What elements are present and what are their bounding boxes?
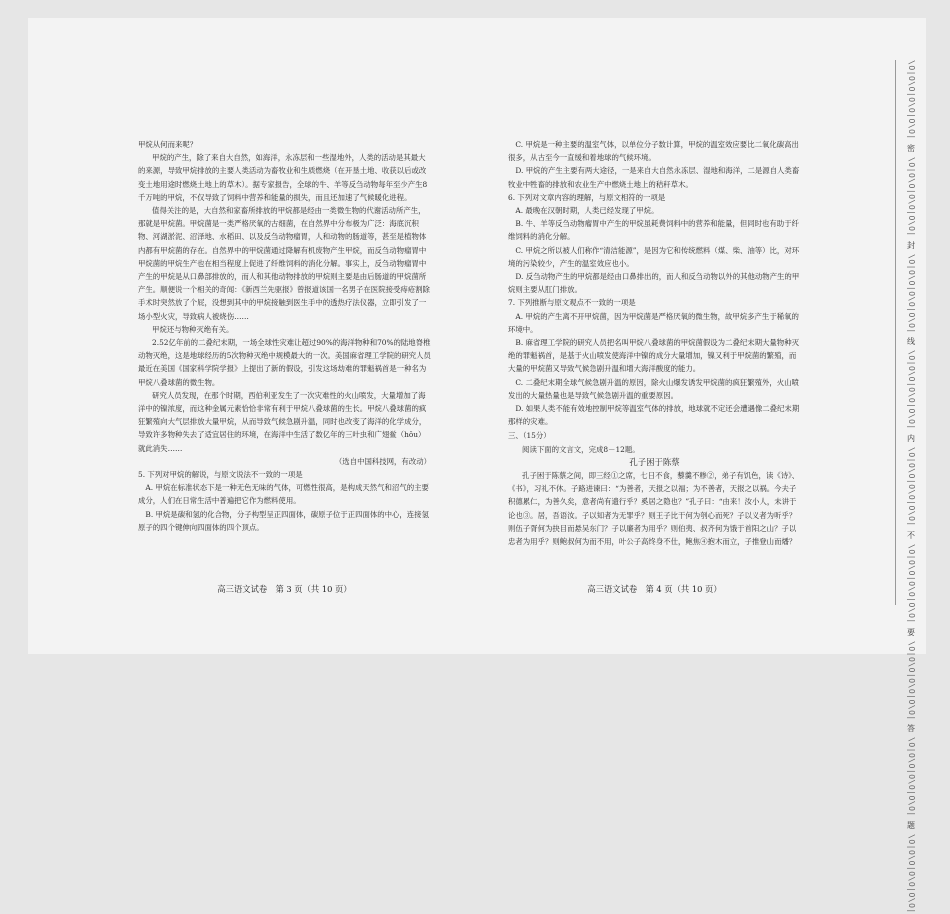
right-paragraph: C. 甲烷之所以被人们称作“清洁能源”，是因为它和传统燃料（煤、柴、油等）比，对环境的污染较少，产生的温室效应也小。	[508, 245, 800, 268]
right-paragraph: A. 甲烷的产生离不开甲烷菌，因为甲烷菌是严格厌氧的微生物，故甲烷多产生于稀氧的环境中。	[508, 311, 799, 334]
left-paragraph: 值得关注的是，大自然和家畜所排放的甲烷都是经由一类微生物的代谢活动所产生，那就是甲烷菌。甲烷菌是一类严格厌氧的古细菌，在自然界中分布极为广泛：海底沉积物、河湖淤泥、沼泽地、水稻田、以及反刍动物瘤胃，人和动物的肠道等，甚至是植物体内都有甲烷菌的存在。自然界中的甲烷菌通过降解有机废物产生甲烷，而反刍动物瘤胃中甲烷菌的甲烷生产也在相当程度上促进了纤维饲料的消化分解。事实上，反刍动物瘤胃中产生的甲烷是从口鼻部排放的，而人和其他动物排放的甲烷则主要是由后肠道的甲烷菌所产生。顺便说一个相关的奇闻：《新西兰先驱报》曾报道该国一名男子在医院接受痔疮割除手术时突然放了个屁，没想到其中的甲烷接触到医生手中的透热疗法仪器，立即引发了一场小型火灾，导致病人被烧伤……	[138, 206, 430, 321]
right-paragraph: D. 甲烷的产生主要有两大途径，一是来自大自然永冻层、湿地和海洋，二是源自人类畜牧业中牲畜的排放和农业生产中燃烧土地上的秸秆草木。	[508, 166, 800, 189]
right-paragraph: B. 麻省理工学院的研究人员把名叫甲烷八叠球菌的甲烷菌假设为二叠纪末期大量物种灭绝的罪魁祸首，是基于火山喷发使海洋中镍的成分大量增加，镍又利于甲烷菌的繁殖，而大量的甲烷菌又导致气候急剧升温和增大海洋酸度的能力。	[508, 338, 799, 374]
binding-decoration: \O|O\O|O\O|O\O|	[907, 447, 916, 527]
left-paragraph: 2.52亿年前的二叠纪末期，一场全球性灾难让超过90%的海洋物种和70%的陆地脊椎动物灭绝，这是地球经历的5次物种灭绝中规模最大的一次。美国麻省理工学院的研究人员最近在美国《国家科学院学报》上提出了新的假设，引发这场劫难的罪魁祸首是一种名为甲烷八叠球菌的微生物。	[138, 338, 431, 387]
binding-decoration: \O|O\O|O\O|O\O|	[907, 834, 916, 914]
left-paragraph: 甲烷的产生，除了来自大自然，如海洋，永冻层和一些湿地外，人类的活动是其最大的来源，导致甲烷排放的主要人类活动为畜牧业和生质燃烧（在开垦土地、收获以后或改变土地用途时燃烧土地上的草木）。据专家报告，全球的牛、羊等反刍动物每年至少产生8千万吨的甲烷，不仅导致了饲料中营养和能量的损失，而且还加速了气候暖化进程。	[138, 153, 428, 202]
left-page-footer: 高三语文试卷 第 3 页（共 10 页）	[217, 584, 352, 594]
binding-label: 密	[907, 143, 915, 153]
binding-decoration: \O|O\O|O\O|O\O|	[907, 156, 916, 237]
right-paragraph: 孔子困于陈蔡之间，即三经①之席，七日不食，藜羹不糁②，弟子有饥色，读《诗》、《书》，习礼不休。子路进谏曰：“为善者，天报之以福；为不善者，天报之以祸。今夫子积德累仁，为善久矣，意者尚有遗行乎？奚居之隐也？”孔子曰：“由来！汝小人，未讲于论也③。居，吾语汝。子以知者为无罪乎？则王子比干何为刳心而死？子以义者为听乎？则伍子胥何为抉目而悬吴东门？子以廉者为用乎？则伯夷、叔齐何为饿于首阳之山？子以忠者为用乎？则鲍叔何为而不用，叶公子高终身不仕，鲍焦④抱木而立，子推登山而燔？	[508, 471, 800, 547]
left-paragraph: 甲烷还与物种灭绝有关。	[152, 324, 234, 334]
right-paragraph: A. 最晚在汉朝时期，人类已经发现了甲烷。	[515, 206, 659, 216]
sealing-line-margin	[895, 60, 926, 914]
binding-decoration: \O|O\O|O\O|O\O|	[907, 350, 916, 430]
binding-label: 要	[907, 627, 915, 637]
binding-decoration: \O|O\O|O\O|O\O|	[907, 737, 916, 817]
right-paragraph: B. 牛、羊等反刍动物瘤胃中产生的甲烷虽耗费饲料中的营养和能量，但同时也有助于纤维饲料的消化分解。	[508, 219, 799, 242]
right-paragraph: 6. 下列对文章内容的理解，与原文相符的一项是	[508, 192, 666, 202]
left-paragraph: B. 甲烷是碳和氢的化合物，分子构型呈正四面体，碳原子位于正四面体的中心，连接氢原子的四个键伸向四面体的四个顶点。	[138, 509, 429, 532]
right-paragraph: D. 如果人类不能有效地控制甲烷等温室气体的排放，地球就不定还会遭遇像二叠纪末期那样的灾难。	[508, 404, 800, 427]
left-paragraph: 5. 下列对甲烷的解说，与原文说法不一致的一项是	[138, 470, 303, 480]
right-paragraph: 7. 下列推断与原文观点不一致的一项是	[508, 298, 636, 308]
binding-decoration: \O|O\O|O\O|O\O|	[907, 640, 916, 721]
right-paragraph: 孔子困于陈蔡	[629, 456, 680, 467]
right-paragraph: 三、（15分）	[508, 431, 551, 441]
binding-decoration: \O|O\O|O\O|O\O|	[907, 60, 916, 140]
binding-label: 封	[907, 240, 915, 250]
binding-label: 不	[907, 530, 915, 540]
left-page-column	[138, 138, 431, 534]
binding-label: 答	[907, 724, 915, 734]
right-paragraph: 阅读下面的文言文，完成8－12题。	[522, 444, 640, 454]
left-paragraph: （选自中国科技网，有改动）	[334, 456, 431, 466]
right-page-column	[508, 138, 801, 548]
left-paragraph: 研究人员发现，在那个时期，西伯利亚发生了一次灾难性的火山喷发，大量增加了海洋中的镍浓度，而这种金属元素恰恰非常有利于甲烷八叠球菌的生长。甲烷八叠球菌的疯狂繁殖向大气层排放大量甲烷，从而导致气候急剧升温，同时也改变了海洋的化学成分，导致许多物种失去了适宜居住的环境，在海洋中生活了数亿年的三叶虫和广翅鲎（hǒu）就此消失……	[138, 390, 427, 453]
right-paragraph: D. 反刍动物产生的甲烷都是经由口鼻排出的，而人和反刍动物以外的其他动物产生的甲烷则主要从肛门排放。	[508, 272, 800, 295]
binding-label: 内	[907, 434, 915, 443]
binding-label: 题	[907, 821, 915, 830]
binding-label: 线	[907, 337, 915, 347]
right-page-footer: 高三语文试卷 第 4 页（共 10 页）	[587, 584, 722, 594]
binding-decoration: \O|O\O|O\O|O\O|	[907, 253, 916, 334]
right-paragraph: C. 甲烷是一种主要的温室气体，以单位分子数计算，甲烷的温室效应要比二氧化碳高出很多，从古至今一直缓和着地球的气候环境。	[508, 140, 799, 163]
binding-decoration: \O|O\O|O\O|O\O|	[907, 543, 916, 624]
right-paragraph: C. 二叠纪末期全球气候急剧升温的原因，除火山爆发诱发甲烷菌的疯狂繁殖外，火山喷发出的大量热量也是导致气候急剧升温的重要原因。	[508, 377, 799, 400]
left-paragraph: 甲烷从何而来呢？	[138, 140, 198, 149]
left-paragraph: A. 甲烷在标准状态下是一种无色无味的气体，可燃性很高，是构成天然气和沼气的主要成分，人们在日常生活中普遍把它作为燃料使用。	[138, 483, 429, 506]
